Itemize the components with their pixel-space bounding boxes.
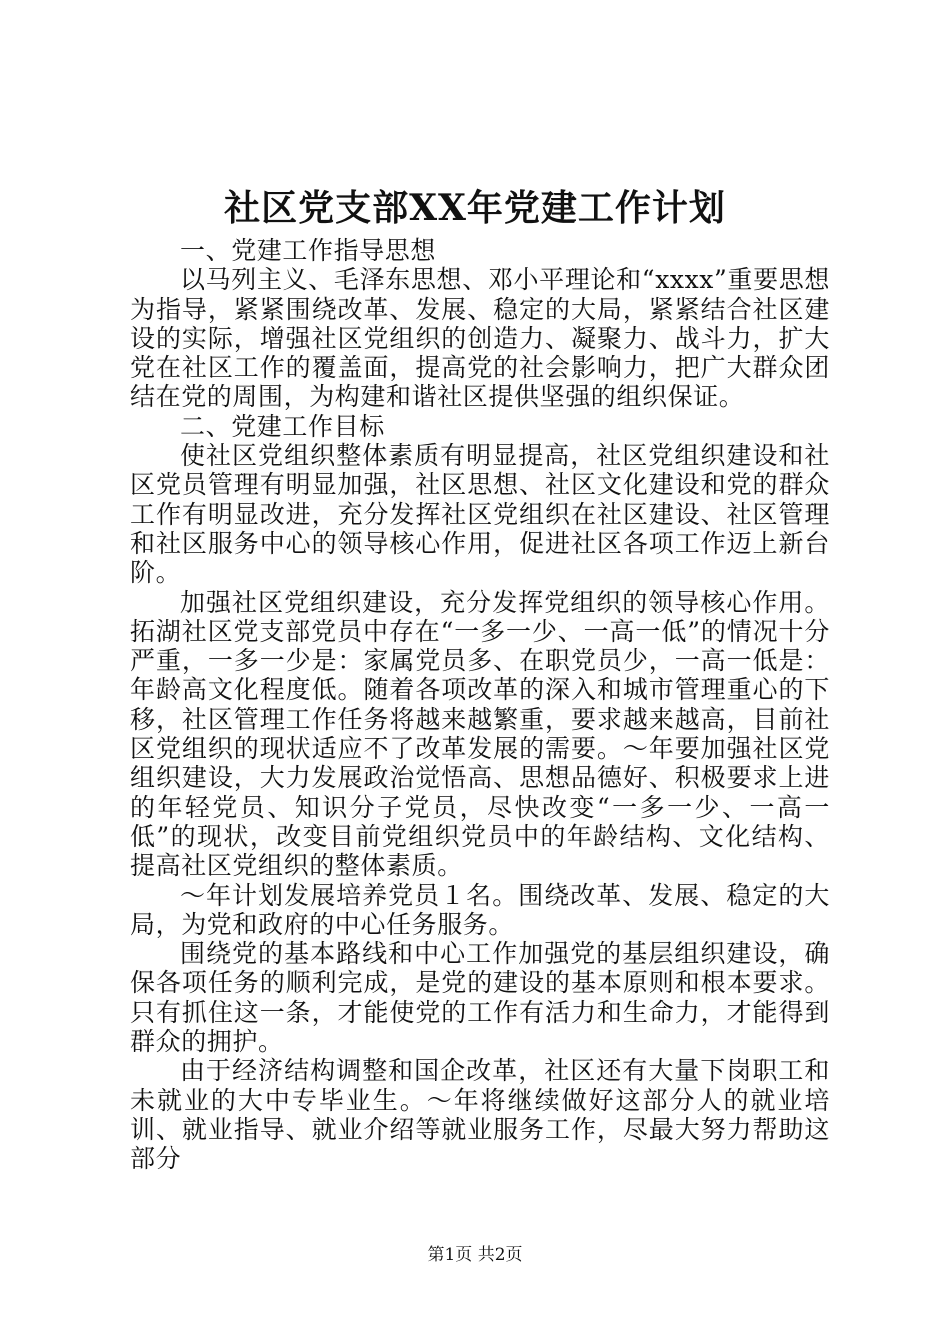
- page-number: 第1页 共2页: [427, 1245, 523, 1265]
- document-title: 社区党支部XX年党建工作计划: [224, 187, 726, 229]
- paragraph-guiding-ideology: 以马列主义、毛泽东思想、邓小平理论和“xxxx”重要思想为指导，紧紧围绕改革、发展、稳定的大局，紧紧结合社区建设的实际，增强社区党组织的创造力、凝聚力、战斗力，扩大党在社区工作的覆盖面，提高党的社会影响力，把广大群众团结在党的周围，为构建和谐社区提供坚强的组织保证。: [130, 265, 830, 412]
- paragraph-work-goals: 使社区党组织整体素质有明显提高，社区党组织建设和社区党员管理有明显加强，社区思想、社区文化建设和党的群众工作有明显改进，充分发挥社区党组织在社区建设、社区管理和社区服务中心的领导核心作用，促进社区各项工作迈上新台阶。: [130, 441, 830, 588]
- paragraph-employment-services: 由于经济结构调整和国企改革，社区还有大量下岗职工和未就业的大中专毕业生。～年将继续做好这部分人的就业培训、就业指导、就业介绍等就业服务工作，尽最大努力帮助这部分: [130, 1056, 830, 1174]
- section-heading-guiding-ideology: 一、党建工作指导思想: [180, 236, 437, 265]
- paragraph-organization-building: 加强社区党组织建设，充分发挥党组织的领导核心作用。拓湖社区党支部党员中存在“一多一少、一高一低”的情况十分严重，一多一少是：家属党员多、在职党员少，一高一低是：年龄高文化程度低。随着各项改革的深入和城市管理重心的下移，社区管理工作任务将越来越繁重，要求越来越高，目前社区党组织的现状适应不了改革发展的需要。～年要加强社区党组织建设，大力发展政治觉悟高、思想品德好、积极要求上进的年轻党员、知识分子党员，尽快改变“一多一少、一高一低”的现状，改变目前党组织党员中的年龄结构、文化结构、提高社区党组织的整体素质。: [130, 587, 830, 881]
- document-body: [130, 236, 830, 1174]
- paragraph-member-development: ～年计划发展培养党员１名。围绕改革、发展、稳定的大局，为党和政府的中心任务服务。: [130, 880, 830, 939]
- paragraph-basic-line: 围绕党的基本路线和中心工作加强党的基层组织建设，确保各项任务的顺利完成，是党的建设的基本原则和根本要求。只有抓住这一条，才能使党的工作有活力和生命力，才能得到群众的拥护。: [130, 939, 830, 1057]
- section-heading-work-goals: 二、党建工作目标: [180, 411, 385, 441]
